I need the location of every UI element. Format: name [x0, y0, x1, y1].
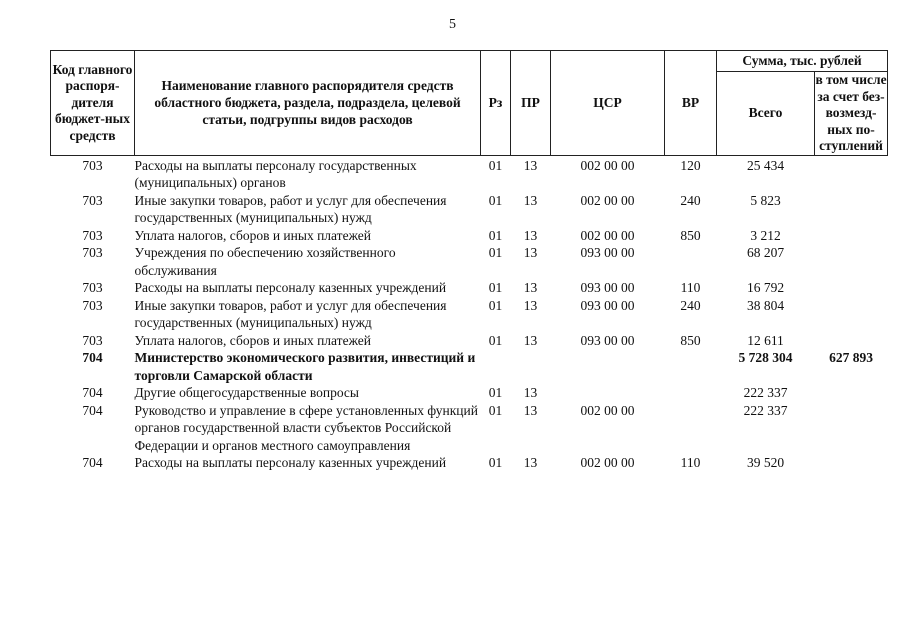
- header-csr: ЦСР: [551, 51, 665, 156]
- header-name: Наименование главного распорядителя средств областного бюджета, раздела, подраздела, целевой статьи, подгруппы видов расходов: [135, 51, 481, 156]
- cell-name: Руководство и управление в сфере установленных функций органов государственной власти субъектов Российской Федерации и органов местного самоуправления: [134, 402, 478, 453]
- cell-vr: [665, 244, 717, 279]
- header-total: Всего: [717, 72, 815, 156]
- table-row: [51, 349, 888, 384]
- cell-total: 39 520: [746, 455, 785, 470]
- cell-pr: 13: [523, 402, 538, 418]
- table-row: [51, 384, 888, 402]
- cell-free: [815, 192, 888, 227]
- cell-name: Расходы на выплаты персоналу казенных учреждений: [134, 455, 447, 470]
- cell-rz: 01: [488, 157, 503, 173]
- cell-csr: 002 00 00: [580, 227, 635, 243]
- cell-name: Учреждения по обеспечению хозяйственного обслуживания: [134, 245, 396, 278]
- cell-pr: 13: [523, 455, 538, 470]
- budget-table: [50, 50, 888, 472]
- table-row: [51, 244, 888, 279]
- cell-rz: 01: [488, 332, 503, 348]
- header-pr: ПР: [511, 51, 551, 156]
- header-sum: Сумма, тыс. рублей: [717, 51, 888, 72]
- cell-csr: 002 00 00: [580, 192, 635, 208]
- cell-name: Расходы на выплаты персоналу казенных учреждений: [134, 280, 447, 295]
- cell-code: 704: [82, 455, 103, 470]
- cell-vr: [665, 402, 717, 455]
- cell-free: [815, 279, 888, 297]
- cell-pr: 13: [523, 192, 538, 208]
- table-row: [51, 454, 888, 472]
- cell-code: 703: [82, 157, 103, 173]
- cell-total: 5 823: [750, 192, 781, 208]
- table-row: [51, 279, 888, 297]
- table-row: [51, 155, 888, 192]
- cell-vr: 110: [680, 280, 701, 295]
- table-row: [51, 227, 888, 245]
- cell-name: Уплата налогов, сборов и иных платежей: [134, 332, 371, 348]
- cell-total: 68 207: [746, 245, 785, 260]
- table-row: [51, 332, 888, 350]
- cell-name: Иные закупки товаров, работ и услуг для обеспечения государственных (муниципальных) нужд: [134, 192, 447, 225]
- cell-rz: 01: [488, 245, 503, 260]
- cell-vr: 110: [680, 455, 701, 470]
- cell-pr: 13: [523, 280, 538, 295]
- cell-pr: 13: [523, 332, 538, 348]
- cell-code: 703: [82, 332, 103, 348]
- cell-rz: 01: [488, 280, 503, 295]
- cell-csr: 093 00 00: [580, 245, 635, 260]
- cell-csr: 002 00 00: [580, 157, 635, 173]
- cell-name: Расходы на выплаты персоналу государственных (муниципальных) органов: [134, 157, 417, 190]
- cell-vr: 850: [680, 227, 701, 243]
- cell-total: 3 212: [750, 227, 781, 243]
- cell-pr: 13: [523, 157, 538, 173]
- cell-code: 703: [82, 227, 103, 243]
- cell-total: 5 728 304: [738, 350, 793, 365]
- cell-vr: 120: [680, 157, 701, 173]
- cell-total: 25 434: [746, 157, 785, 173]
- cell-csr: 002 00 00: [580, 455, 635, 470]
- cell-csr: 093 00 00: [580, 297, 635, 313]
- cell-pr: 13: [523, 227, 538, 243]
- cell-rz: 01: [488, 297, 503, 313]
- table-row: [51, 297, 888, 332]
- header-code: Код главного распоря-дителя бюджет-ных средств: [51, 51, 135, 156]
- cell-vr: 240: [680, 192, 701, 208]
- cell-name: Иные закупки товаров, работ и услуг для обеспечения государственных (муниципальных) нужд: [134, 297, 447, 330]
- cell-code: 704: [82, 385, 103, 400]
- table-row: [51, 402, 888, 455]
- cell-free: [815, 297, 888, 332]
- cell-total: 16 792: [746, 280, 785, 295]
- header-vr: ВР: [665, 51, 717, 156]
- cell-vr: [665, 349, 717, 384]
- cell-total: 38 804: [746, 297, 785, 313]
- cell-free: 627 893: [829, 350, 873, 365]
- cell-pr: 13: [523, 297, 538, 313]
- cell-name: Уплата налогов, сборов и иных платежей: [134, 227, 371, 243]
- cell-rz: 01: [488, 192, 503, 208]
- cell-vr: 240: [680, 297, 701, 313]
- cell-rz: 01: [488, 402, 503, 418]
- cell-name: Министерство экономического развития, инвестиций и торговли Самарской области: [134, 350, 476, 383]
- cell-name: Другие общегосударственные вопросы: [134, 385, 359, 400]
- table-body: [51, 155, 888, 472]
- cell-rz: 01: [488, 385, 503, 400]
- cell-pr: [511, 349, 551, 384]
- header-rz: Рз: [481, 51, 511, 156]
- cell-code: 704: [82, 350, 103, 365]
- table-header: [51, 51, 888, 156]
- cell-code: 703: [82, 280, 103, 295]
- cell-code: 703: [82, 192, 103, 208]
- cell-total: 222 337: [743, 385, 788, 400]
- cell-code: 703: [82, 245, 103, 260]
- cell-csr: 093 00 00: [580, 280, 635, 295]
- cell-pr: 13: [523, 245, 538, 260]
- table-row: [51, 192, 888, 227]
- header-free: в том числе за счет без-возмезд-ных по-ступлений: [815, 72, 887, 153]
- cell-code: 704: [82, 402, 103, 418]
- cell-free: [815, 402, 888, 455]
- cell-csr: 002 00 00: [580, 402, 635, 418]
- cell-free: [815, 244, 888, 279]
- cell-rz: 01: [488, 455, 503, 470]
- cell-free: [815, 384, 888, 402]
- cell-vr: [665, 384, 717, 402]
- cell-total: 12 611: [747, 332, 784, 348]
- cell-free: [815, 227, 888, 245]
- cell-free: [815, 155, 888, 192]
- cell-code: 703: [82, 297, 103, 313]
- cell-pr: 13: [523, 385, 538, 400]
- cell-rz: 01: [488, 227, 503, 243]
- cell-vr: 850: [680, 332, 701, 348]
- cell-csr: [551, 384, 665, 402]
- cell-free: [815, 332, 888, 350]
- cell-rz: [481, 349, 511, 384]
- cell-csr: [551, 349, 665, 384]
- cell-total: 222 337: [743, 402, 788, 418]
- cell-free: [815, 454, 888, 472]
- page-number: 5: [449, 17, 456, 32]
- cell-csr: 093 00 00: [580, 332, 635, 348]
